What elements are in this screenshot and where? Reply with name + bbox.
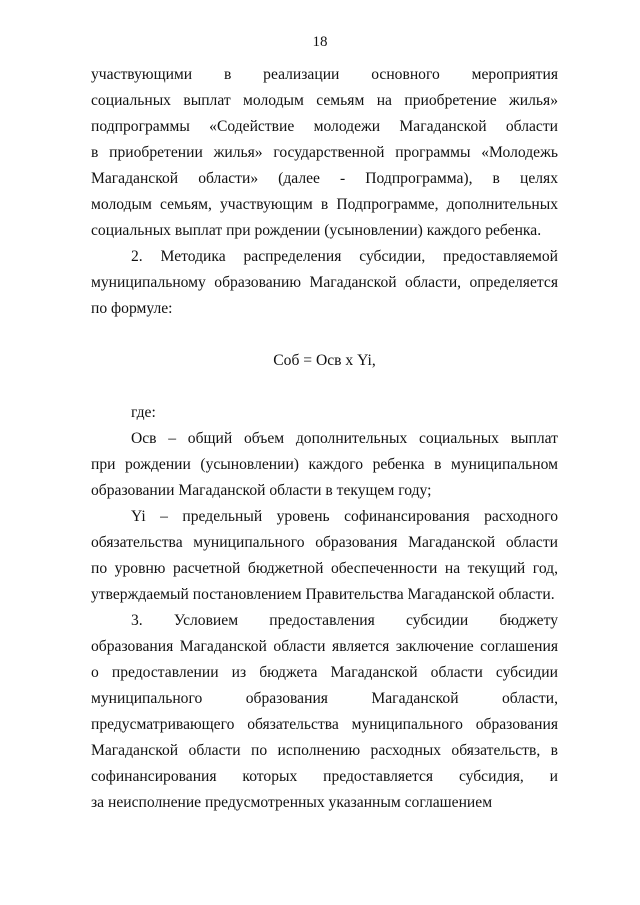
text-line: Магаданской области» (далее - Подпрограмма), в целях	[91, 170, 558, 187]
text-line: Yi – предельный уровень софинансирования расходного	[131, 508, 558, 525]
text-line: софинансирования которых предоставляется субсидия, и	[91, 768, 558, 785]
definition-osv	[91, 426, 558, 504]
formula: Соб = Осв х Yi,	[273, 352, 376, 369]
text-line: молодым семьям, участвующим в Подпрограмме, дополнительных	[91, 196, 558, 213]
spacer	[91, 322, 558, 348]
text-line: 2. Методика распределения субсидии, предоставляемой	[131, 248, 558, 265]
text-line: муниципальному образованию Магаданской области, определяется	[91, 274, 558, 291]
definition-yi	[91, 504, 558, 608]
text-line: по формуле:	[91, 300, 173, 317]
text-line: подпрограммы «Содействие молодежи Магаданской области	[91, 118, 558, 135]
paragraph-3	[91, 608, 558, 816]
text-line: при рождении (усыновлении) каждого ребенка в муниципальном	[91, 456, 558, 473]
text-line: Осв – общий объем дополнительных социальных выплат	[131, 430, 558, 447]
text-line: утверждаемый постановлением Правительства Магаданской области.	[91, 586, 555, 603]
text-line: социальных выплат при рождении (усыновлении) каждого ребенка.	[91, 222, 542, 239]
text-line: социальных выплат молодым семьям на приобретение жилья»	[91, 92, 558, 109]
page-number: 18	[312, 34, 328, 50]
text-line: образования Магаданской области является заключение соглашения	[91, 638, 558, 655]
text-line: 3. Условием предоставления субсидии бюджету	[131, 612, 558, 629]
text-line: за неисполнение предусмотренных указанным соглашением	[91, 794, 493, 811]
text-line: предусматривающего обязательства муниципального образования	[91, 716, 558, 733]
text-line: в приобретении жилья» государственной программы «Молодежь	[91, 144, 558, 161]
text-line: обязательства муниципального образования Магаданской области	[91, 534, 558, 551]
paragraph-1	[91, 62, 558, 244]
text-line: по уровню расчетной бюджетной обеспеченности на текущий год,	[91, 560, 558, 577]
spacer	[91, 374, 558, 400]
document-body	[91, 62, 558, 816]
text-line: Магаданской области по исполнению расходных обязательств, в	[91, 742, 558, 759]
where-label: где:	[131, 404, 156, 421]
text-line: муниципального образования Магаданской области,	[91, 690, 558, 707]
paragraph-2	[91, 244, 558, 322]
text-line: о предоставлении из бюджета Магаданской области субсидии	[91, 664, 558, 681]
text-line: участвующими в реализации основного мероприятия	[91, 66, 558, 83]
text-line: образовании Магаданской области в текущем году;	[91, 482, 432, 499]
